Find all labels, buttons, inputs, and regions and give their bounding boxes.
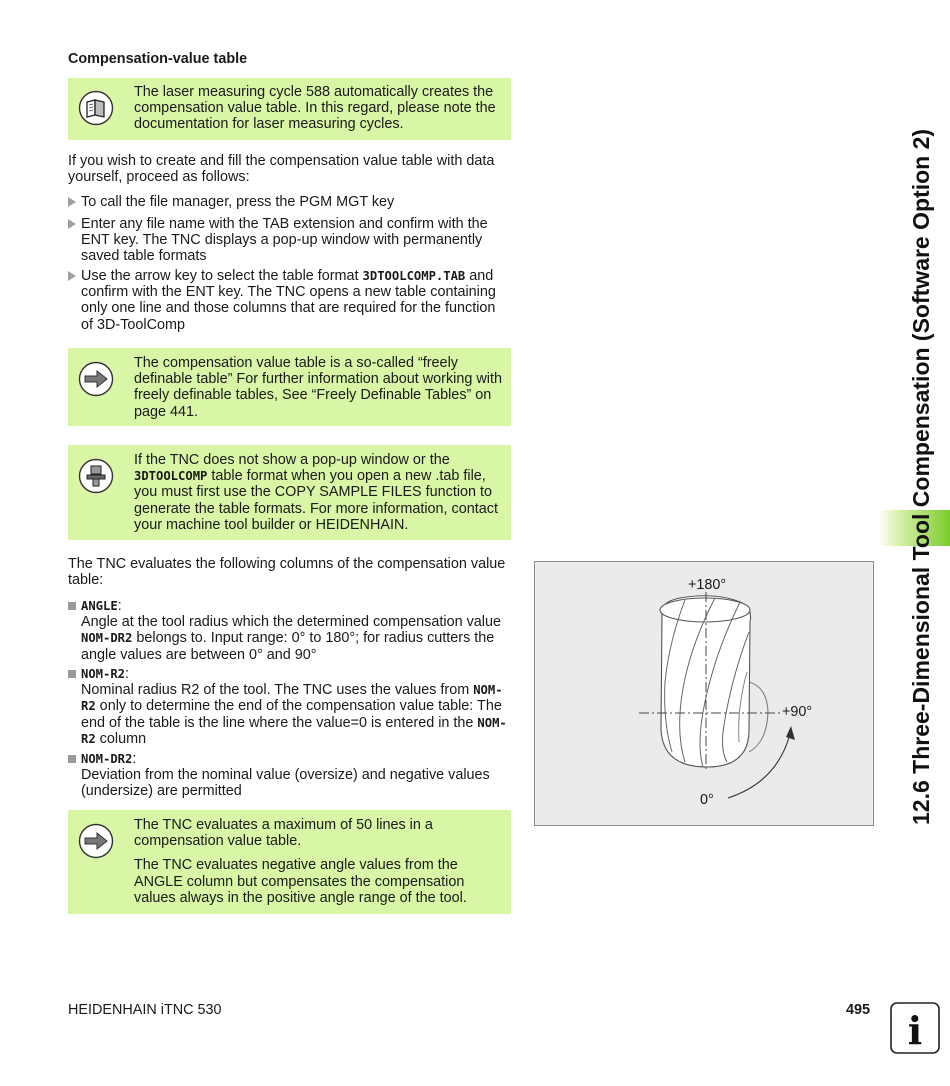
step-triangle-icon xyxy=(68,271,76,281)
step-item: Use the arrow key to select the table format 3DTOOLCOMP.TAB and confirm with the ENT key. The TNC opens a new table containing only one line and those columns that are required for the function of 3D-ToolComp xyxy=(68,268,511,333)
column-name: NOM-R2 xyxy=(81,667,126,681)
note-copy-sample-files xyxy=(68,445,511,540)
note-copy-sample-files-text: If the TNC does not show a pop-up window or the 3DTOOLCOMP table format when you open a new .tab file, you must first use the COPY SAMPLE FILES function to generate the table formats. For more information, contact your machine tool builder or HEIDENHAIN. xyxy=(134,452,498,533)
column-description: ANGLE: Angle at the tool radius which the determined compensation value NOM-DR2 belongs to. Input range: 0° to 180°; for radius cutters the angle values are between 0° and 90° xyxy=(68,598,511,663)
page-number: 495 xyxy=(846,1002,871,1018)
bullet-square-icon xyxy=(68,670,76,678)
footer-manual-name: HEIDENHAIN iTNC 530 xyxy=(68,1002,222,1018)
note-evaluation-limits xyxy=(68,810,511,914)
columns-intro: The TNC evaluates the following columns of the compensation value table: xyxy=(68,556,506,589)
machine-icon xyxy=(78,458,114,494)
column-name: NOM-DR2 xyxy=(81,752,133,766)
angle-label-180: +180° xyxy=(688,577,727,593)
step-triangle-icon xyxy=(68,197,76,207)
section-heading: Compensation-value table xyxy=(68,51,248,67)
arrow-right-icon xyxy=(78,361,114,397)
column-description: NOM-R2: Nominal radius R2 of the tool. The TNC uses the values from NOM-R2 only to determine the end of the compensation value table: The end of the table is the line where the value=0 is entered in the NOM-R2 column xyxy=(68,666,511,747)
note-evaluation-text-2: The TNC evaluates negative angle values from the ANGLE column but compensates the compensation values always in the positive angle range of the tool. xyxy=(134,857,467,906)
ball-cutter-illustration xyxy=(535,562,873,825)
note-evaluation-text-1: The TNC evaluates a maximum of 50 lines in a compensation value table. xyxy=(134,817,433,850)
table-format-code: 3DTOOLCOMP.TAB xyxy=(362,269,466,283)
note-freely-definable xyxy=(68,348,511,426)
intro-paragraph: If you wish to create and fill the compensation value table with data yourself, proceed as follows: xyxy=(68,153,495,186)
step-item: Enter any file name with the TAB extension and confirm with the ENT key. The TNC displays a pop-up window with permanently saved table formats xyxy=(68,216,511,265)
manual-book-icon xyxy=(78,90,114,126)
table-format-code: 3DTOOLCOMP xyxy=(134,469,208,484)
column-name: ANGLE xyxy=(81,599,118,613)
info-icon[interactable] xyxy=(890,1002,940,1054)
angle-label-90: +90° xyxy=(782,704,813,720)
step-triangle-icon xyxy=(68,219,76,229)
bullet-square-icon xyxy=(68,602,76,610)
column-description: NOM-DR2: Deviation from the nominal value (oversize) and negative values (undersize) are permitted xyxy=(68,751,511,800)
chapter-side-title: 12.6 Three-Dimensional Tool Compensation (Software Option 2) xyxy=(908,128,934,825)
step-item: To call the file manager, press the PGM MGT key xyxy=(68,194,511,210)
tool-angle-figure xyxy=(534,561,874,826)
angle-label-0: 0° xyxy=(700,792,714,808)
note-laser-cycle-text: The laser measuring cycle 588 automatically creates the compensation value table. In this regard, please note the documentation for laser measuring cycles. xyxy=(134,84,496,133)
note-laser-cycle xyxy=(68,78,511,140)
svg-text:i: i xyxy=(907,1008,923,1053)
arrow-right-icon xyxy=(78,823,114,859)
bullet-square-icon xyxy=(68,755,76,763)
note-freely-definable-text: The compensation value table is a so-called “freely definable table” For further information about working with freely definable tables, See “Freely Definable Tables” on page 441. xyxy=(134,355,502,420)
